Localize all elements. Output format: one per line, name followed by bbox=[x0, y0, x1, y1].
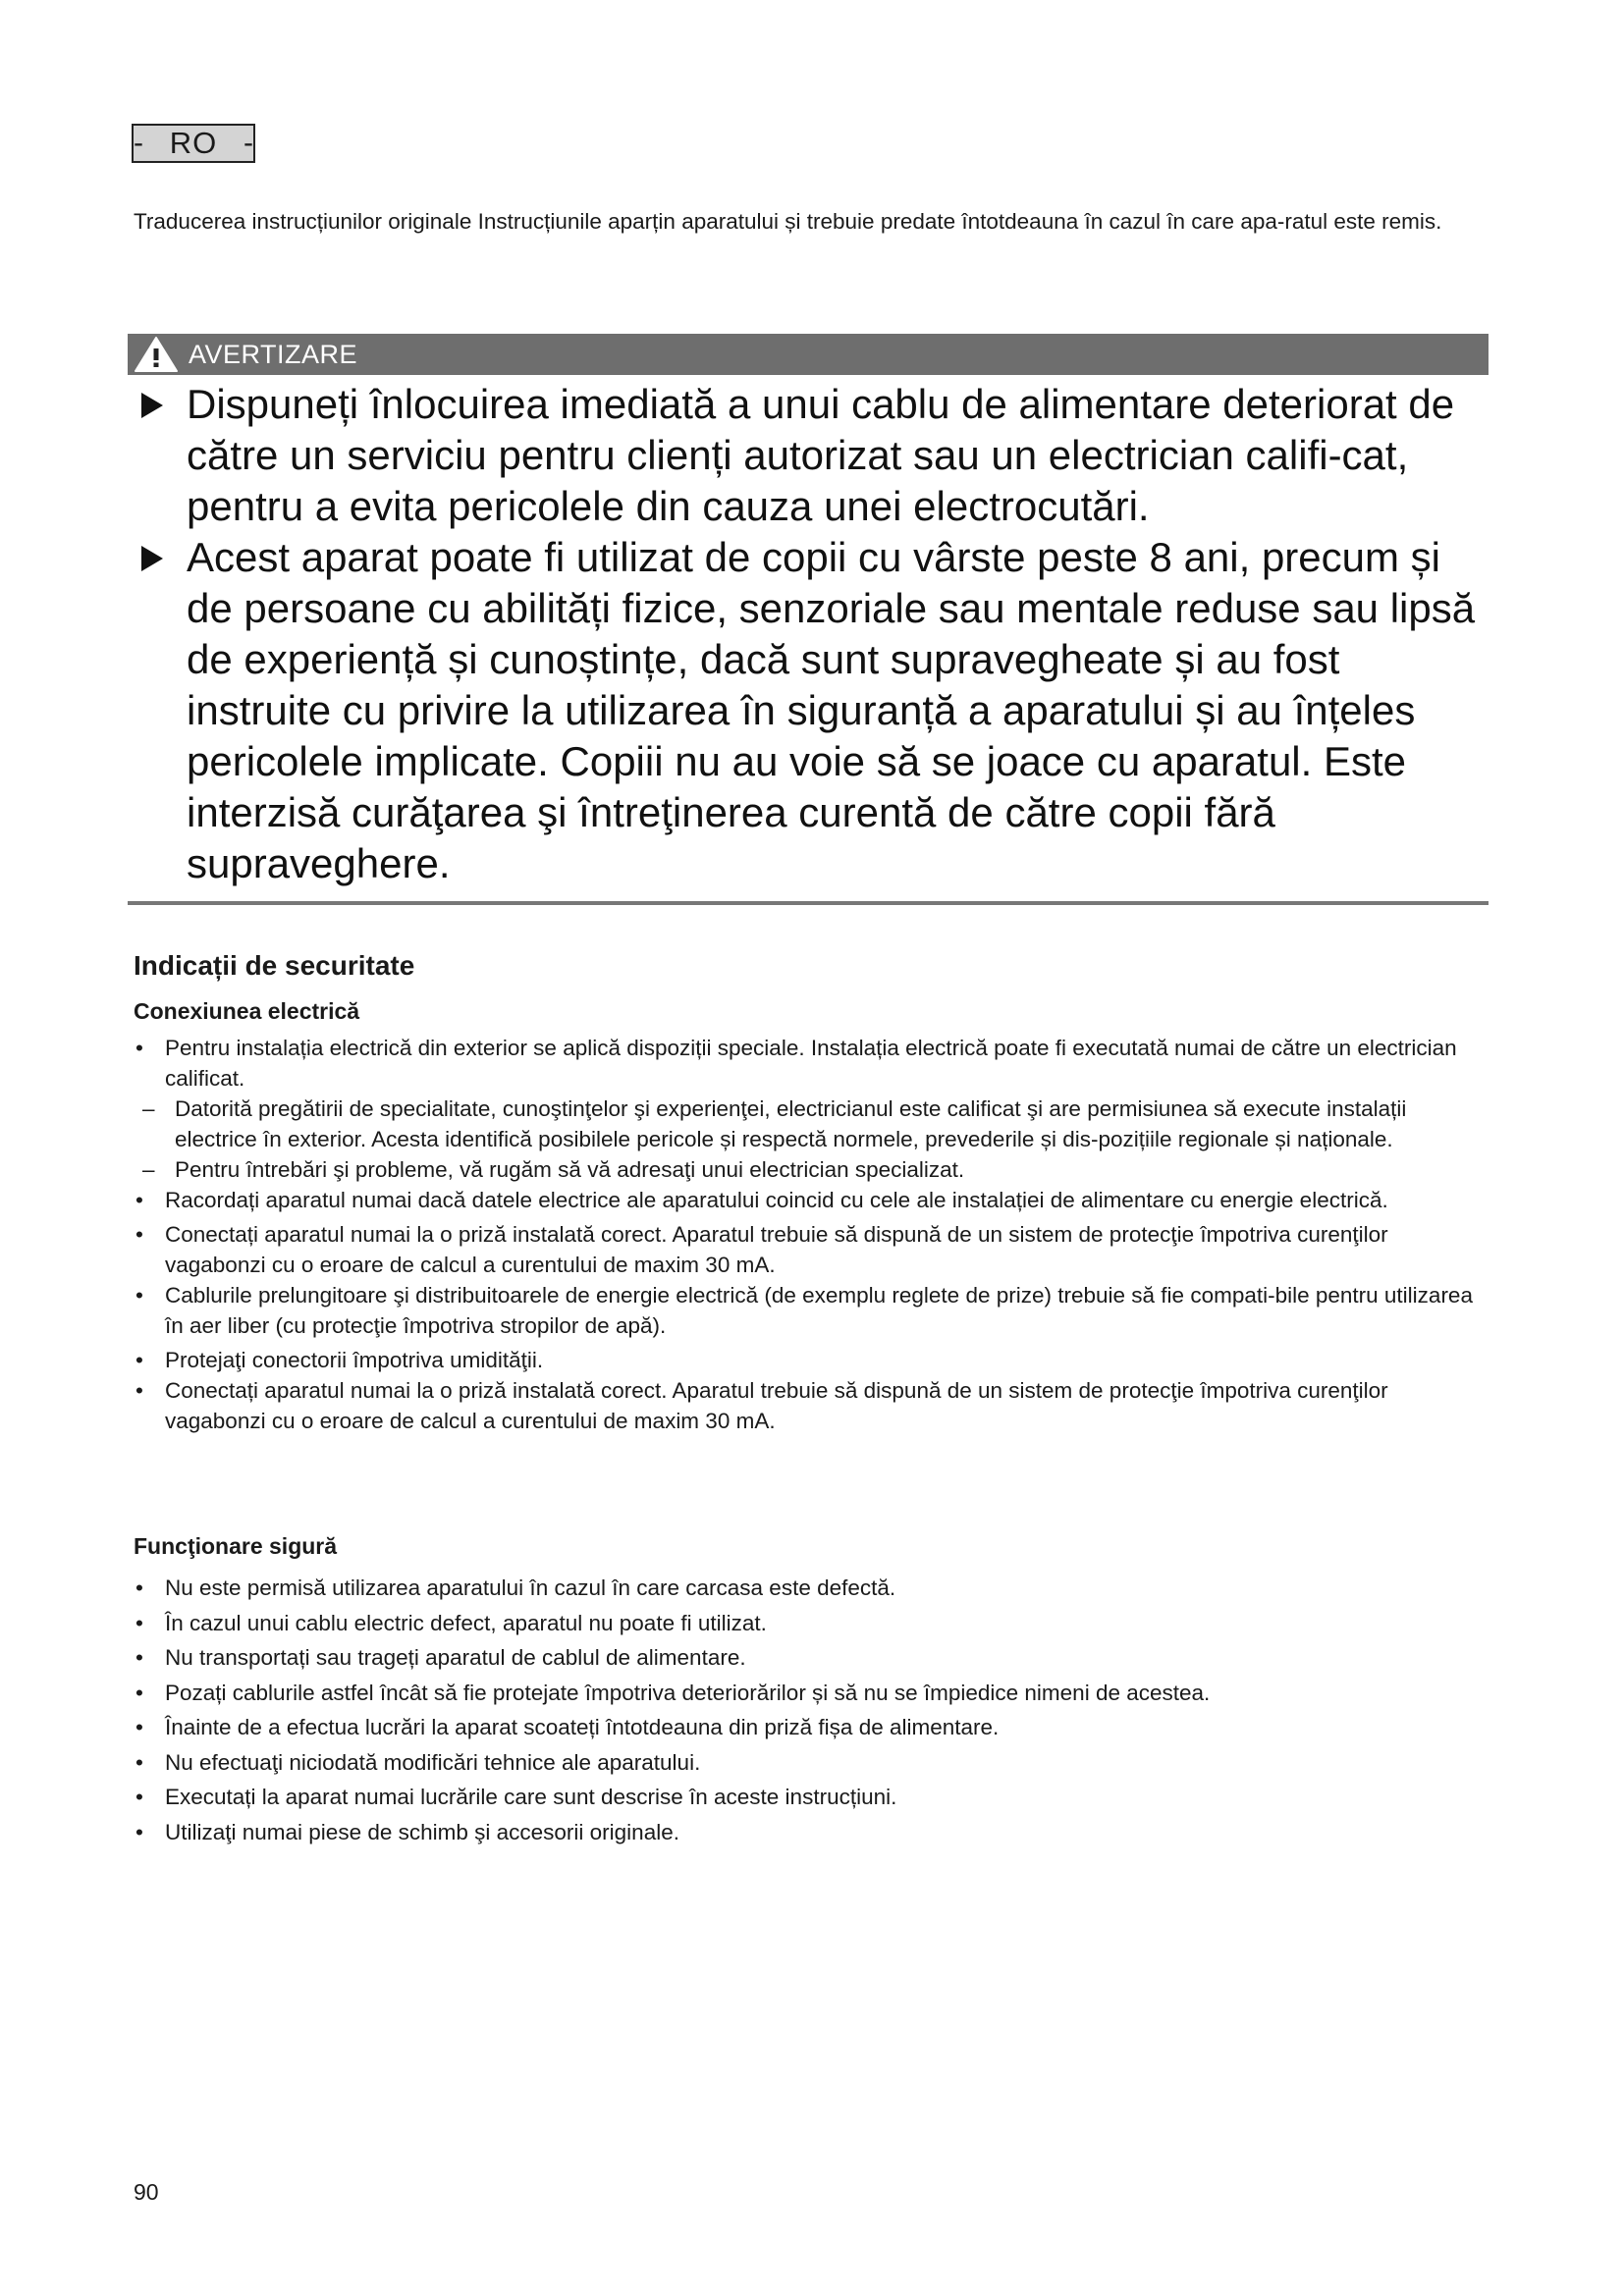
warning-item-text: Dispuneți înlocuirea imediată a unui cablu de alimentare deteriorat de către un serviciu pentru clienți autorizat sau un electrician califi-cat, pentru a evita pericolele din cauza unei electrocutări. bbox=[187, 381, 1455, 529]
sub-list-container bbox=[134, 1094, 1489, 1185]
list-item bbox=[134, 1280, 1489, 1341]
bullet-icon: • bbox=[135, 1036, 143, 1060]
page-number: 90 bbox=[134, 2179, 159, 2205]
warning-header bbox=[128, 334, 1489, 375]
list-item-text: Nu efectuaţi niciodată modificări tehnice ale aparatului. bbox=[165, 1749, 701, 1775]
list-item-text: Conectați aparatul numai la o priză instalată corect. Aparatul trebuie să dispună de un sistem de protecţie împotriva curenţilor vagabonzi cu o eroare de calcul a curentului de maxim 30 mA. bbox=[165, 1222, 1388, 1277]
sub-list-item-text: Pentru întrebări şi probleme, vă rugăm să vă adresaţi unui electrician specializat. bbox=[175, 1157, 965, 1182]
sub-list-item bbox=[142, 1094, 1489, 1154]
bullet-icon: • bbox=[135, 1819, 143, 1844]
intro-paragraph: Traducerea instrucțiunilor originale Instrucțiunile aparțin aparatului și trebuie predate întotdeauna în cazul în care apa-ratul este remis. bbox=[134, 209, 1442, 234]
bullet-icon: • bbox=[135, 1348, 143, 1372]
bullet-icon: • bbox=[135, 1715, 143, 1739]
operation-list bbox=[134, 1571, 1489, 1849]
warning-triangle-icon bbox=[134, 336, 179, 373]
sub-list-item bbox=[142, 1154, 1489, 1185]
bullet-icon: • bbox=[135, 1222, 143, 1247]
list-item bbox=[134, 1219, 1489, 1280]
list-item-text: Nu este permisă utilizarea aparatului în cazul în care carcasa este defectă. bbox=[165, 1575, 896, 1600]
list-item bbox=[134, 1606, 1489, 1641]
warning-divider bbox=[128, 901, 1489, 905]
bullet-icon: • bbox=[135, 1575, 143, 1600]
bullet-icon: • bbox=[135, 1749, 143, 1775]
list-item-text: Racordați aparatul numai dacă datele electrice ale aparatului coincid cu cele ale instalației de alimentare cu energie electrică. bbox=[165, 1188, 1388, 1212]
warning-item bbox=[137, 532, 1492, 889]
list-item bbox=[134, 1815, 1489, 1850]
bullet-icon: • bbox=[135, 1188, 143, 1212]
bullet-icon: • bbox=[135, 1785, 143, 1809]
section-title: Indicații de securitate bbox=[134, 950, 415, 981]
list-item bbox=[134, 1375, 1489, 1436]
list-item-text: Cablurile prelungitoare şi distribuitoarele de energie electrică (de exemplu reglete de prize) trebuie să fie compati-bile pentru utilizarea în aer liber (cu protecţie împotriva stropilor de apă). bbox=[165, 1283, 1473, 1338]
warning-item bbox=[137, 379, 1492, 532]
bullet-icon: • bbox=[135, 1645, 143, 1670]
sub-list-item-text: Datorită pregătirii de specialitate, cunoştinţelor şi experienţei, electricianul este calificat şi are permisiunea să execute instalații electrice în exterior. Acesta identifică posibilele pericole și respectă normele, prevederile și dis-pozițiile regionale și naționale. bbox=[175, 1096, 1407, 1151]
list-item bbox=[134, 1033, 1489, 1094]
language-tag-dash-right: - bbox=[244, 127, 253, 159]
dash-icon: – bbox=[142, 1096, 155, 1121]
list-item-text: Înainte de a efectua lucrări la aparat scoateți întotdeauna din priză fișa de alimentare. bbox=[165, 1715, 1000, 1739]
list-item bbox=[134, 1745, 1489, 1781]
bullet-icon: • bbox=[135, 1378, 143, 1403]
list-item-text: Executați la aparat numai lucrările care sunt descrise în aceste instrucțiuni. bbox=[165, 1785, 897, 1809]
list-item-text: În cazul unui cablu electric defect, aparatul nu poate fi utilizat. bbox=[165, 1610, 767, 1635]
list-item bbox=[134, 1185, 1489, 1215]
bullet-icon: • bbox=[135, 1283, 143, 1308]
list-item-text: Pozați cablurile astfel încât să fie protejate împotriva deteriorărilor și să nu se împiedice nimeni de acestea. bbox=[165, 1680, 1211, 1705]
list-item-text: Conectați aparatul numai la o priză instalată corect. Aparatul trebuie să dispună de un sistem de protecţie împotriva curenţilor vagabonzi cu o eroare de calcul a curentului de maxim 30 mA. bbox=[165, 1378, 1388, 1433]
list-item bbox=[134, 1710, 1489, 1745]
list-item-text: Utilizaţi numai piese de schimb şi accesorii originale. bbox=[165, 1819, 679, 1844]
list-item bbox=[134, 1780, 1489, 1815]
play-arrow-icon bbox=[141, 546, 163, 571]
operation-heading: Funcţionare sigură bbox=[134, 1533, 338, 1559]
list-item bbox=[134, 1571, 1489, 1606]
dash-icon: – bbox=[142, 1157, 155, 1182]
list-item-text: Nu transportați sau trageți aparatul de cablul de alimentare. bbox=[165, 1645, 746, 1670]
list-item bbox=[134, 1676, 1489, 1711]
sub-list bbox=[134, 1094, 1489, 1185]
electrical-list bbox=[134, 1033, 1489, 1436]
warning-title: AVERTIZARE bbox=[189, 339, 358, 369]
list-item-text: Pentru instalația electrică din exterior se aplică dispoziții speciale. Instalația electrică poate fi executată numai de către un electrician calificat. bbox=[165, 1036, 1457, 1091]
language-tag bbox=[132, 124, 255, 163]
language-code: RO bbox=[169, 126, 218, 160]
list-item bbox=[134, 1345, 1489, 1375]
warning-item-text: Acest aparat poate fi utilizat de copii cu vârste peste 8 ani, precum și de persoane cu abilități fizice, senzoriale sau mentale reduse sau lipsă de experiență și cunoștințe, dacă sunt supravegheate și au fost instruite cu privire la utilizarea în siguranță a aparatului și au înțeles pericolele implicate. Copiii nu au voie să se joace cu aparatul. Este interzisă curăţarea şi întreţinerea curentă de către copii fără supraveghere. bbox=[187, 534, 1476, 886]
warning-list bbox=[137, 379, 1492, 889]
list-item-text: Protejaţi conectorii împotriva umidităţii. bbox=[165, 1348, 544, 1372]
language-tag-dash-left: - bbox=[134, 127, 143, 159]
bullet-icon: • bbox=[135, 1680, 143, 1705]
electrical-heading: Conexiunea electrică bbox=[134, 998, 360, 1024]
list-item bbox=[134, 1640, 1489, 1676]
bullet-icon: • bbox=[135, 1610, 143, 1635]
play-arrow-icon bbox=[141, 393, 163, 418]
